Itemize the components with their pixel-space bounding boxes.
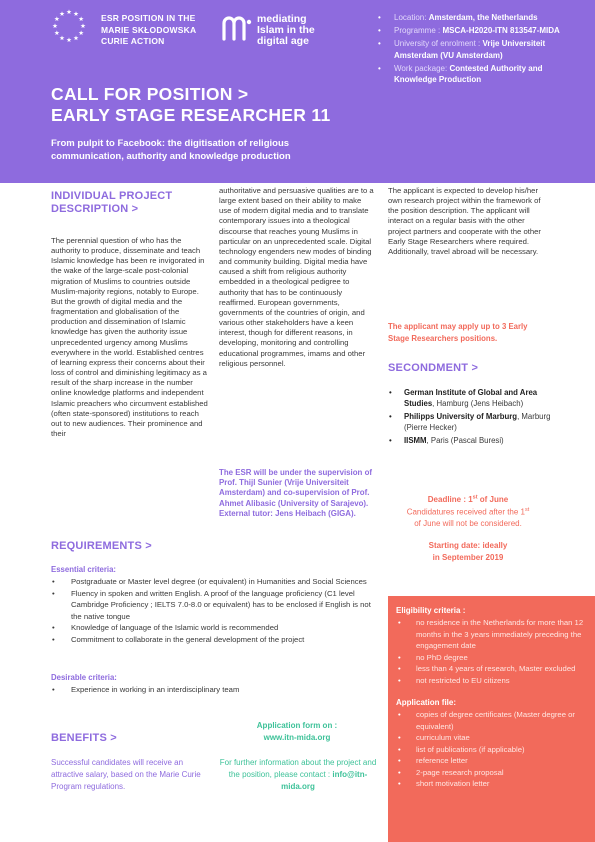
requirements-heading: REQUIREMENTS > [51, 540, 152, 552]
deadline-label: Deadline : 1st of June [427, 494, 509, 504]
star-icon [74, 11, 79, 16]
list-item: • not restricted to EU citizens [396, 675, 587, 687]
eligibility-list [396, 617, 587, 686]
meta-work-package: • Work package: Contested Authority and Knowledge Production [376, 63, 586, 86]
star-icon [67, 37, 72, 42]
star-icon [60, 36, 65, 41]
application-form-link[interactable]: www.itn-mida.org [263, 733, 331, 742]
meta-university: • University of enrolment : Vrije Universiteit Amsterdam (VU Amsterdam) [376, 38, 586, 61]
star-icon [81, 23, 86, 28]
header-banner [0, 0, 595, 183]
meta-location: • Location: Amsterdam, the Netherlands [376, 12, 586, 24]
application-form-label: Application form on : [256, 721, 338, 730]
desirable-criteria-heading: Desirable criteria: [51, 673, 117, 682]
project-text-column-2: authoritative and persuasive qualities are to a large extent based on their ability to make use of modern digital media and to translate contemporary issues into a theological discourse that reaches young Muslims in particular on an unprecedented scale. Digital technology engenders new modes of binding and community building. Digital media have caused a shift from religious authority embedded in a theological pedigree to authority that has to be continuously reaffirmed. European governments, governments of the countries of origin, and various other stakeholders have a keen interest, though for different reasons, in developing, monitoring and controlling educational programmes, imams and other religious personnel. [219, 186, 374, 368]
benefits-heading: BENEFITS > [51, 732, 117, 744]
star-icon [79, 16, 84, 21]
eu-stars-icon [51, 8, 87, 44]
list-item: • curriculum vitae [396, 732, 587, 744]
mida-logo-text: mediating Islam in the digital age [257, 13, 315, 47]
star-icon [67, 9, 72, 14]
star-icon [54, 16, 59, 21]
apply-limit-note: The applicant may apply up to 3 Early Stage Researchers positions. [388, 322, 528, 343]
secondment-item: • Philipps University of Marburg, Marburg (Pierre Hecker) [388, 412, 553, 433]
star-icon [74, 36, 79, 41]
supervision-note: The ESR will be under the supervision of Prof. Thijl Sunier (Vrije Universiteit Amsterdam) and co-supervision of Prof. Ahmet Alibasic (University of Sarajevo). External tutor: Jens Heibach (GIGA). [219, 468, 373, 518]
list-item: • Knowledge of language of the Islamic world is recommended [51, 622, 381, 634]
contact-info: For further information about the project and the position, please contact : info@itn-mida.org [219, 758, 377, 791]
benefits-text: Successful candidates will receive an attractive salary, based on the Marie Curie Program regulations. [51, 758, 201, 791]
secondment-heading: SECONDMENT > [388, 362, 479, 374]
page-title: CALL FOR POSITION > EARLY STAGE RESEARCHER 11 [51, 84, 331, 125]
list-item: • no PhD degree [396, 652, 587, 664]
list-item: • Postgraduate or Master level degree (or equivalent) in Humanities and Social Sciences [51, 576, 381, 588]
starting-date: Starting date: ideally in September 2019 [428, 541, 508, 562]
star-icon [79, 30, 84, 35]
list-item: • short motivation letter [396, 778, 587, 790]
list-item: • list of publications (if applicable) [396, 744, 587, 756]
mida-logo-icon [221, 13, 253, 45]
project-text-column-3: The applicant is expected to develop his/her own research project within the framework of the position description. The applicant will interact on a regular basis with the other project partners and cooperate with the other Early Stage Researchers where required. Additionally, travel abroad will be necessary. [388, 186, 541, 256]
secondment-item: • IISMM, Paris (Pascal Buresi) [388, 436, 553, 447]
essential-criteria-heading: Essential criteria: [51, 565, 117, 574]
secondment-list [388, 388, 553, 450]
desirable-criteria-list [51, 684, 381, 696]
project-text-column-1: The perennial question of who has the authority to produce, disseminate and teach Islamic knowledge has been re invigorated in the wake of the large-scale post-colonial migration of Muslims to countries outside Muslim-majority regions, notably to Europe. But the growth of digital media and the fragmentation and globalisation of the production and dissemination of Islamic knowledge has given the authority issue unprecedented urgency among Muslims everywhere in the world. Established centres of learning express their concerns about their loss of control and diminishing legitimacy as a result of the sharp increase in the number online knowledge platforms and independent Islamic preachers who circumvent established (often state-sponsored) institutions to reach out to new audiences. Their prominence and their [51, 236, 208, 438]
star-icon [54, 30, 59, 35]
essential-criteria-list [51, 576, 381, 646]
list-item: • Commitment to collaborate in the general development of the project [51, 634, 381, 646]
project-subtitle: From pulpit to Facebook: the digitisation of religious communication, authority and knowledge production [51, 138, 291, 162]
list-item: • less than 4 years of research, Master excluded [396, 663, 587, 675]
list-item: • Fluency in spoken and written English. A proof of the language proficiency (C1 level Cambridge Proficiency ; IELTS 7.0-8.0 or equivalent) has to be enclosed if English is not the native tongue [51, 588, 381, 623]
eligibility-heading: Eligibility criteria : [396, 606, 466, 615]
project-description-heading: INDIVIDUAL PROJECT DESCRIPTION > [51, 190, 173, 215]
list-item: • copies of degree certificates (Master degree or equivalent) [396, 709, 587, 732]
list-item: • Experience in working in an interdisciplinary team [51, 684, 381, 696]
secondment-item: • German Institute of Global and Area Studies, Hamburg (Jens Heibach) [388, 388, 553, 409]
application-file-heading: Application file: [396, 698, 456, 707]
eligibility-panel [388, 596, 595, 842]
star-icon [53, 23, 58, 28]
list-item: • 2-page research proposal [396, 767, 587, 779]
star-icon [60, 11, 65, 16]
position-meta-list [376, 12, 586, 87]
application-file-list [396, 709, 587, 790]
contact-email-link[interactable]: info@itn-mida.org [281, 770, 368, 791]
application-form-block [222, 720, 372, 744]
deadline-block: Deadline : 1st of June Candidatures received after the 1st of June will not be considered. [406, 494, 530, 529]
list-item: • reference letter [396, 755, 587, 767]
esr-position-label: ESR POSITION IN THE MARIE SKŁODOWSKA CURIE ACTION [101, 13, 197, 46]
list-item: • no residence in the Netherlands for more than 12 months in the 3 years immediately preceding the engagement date [396, 617, 587, 652]
meta-programme: • Programme : MSCA-H2020-ITN 813547-MIDA [376, 25, 586, 37]
